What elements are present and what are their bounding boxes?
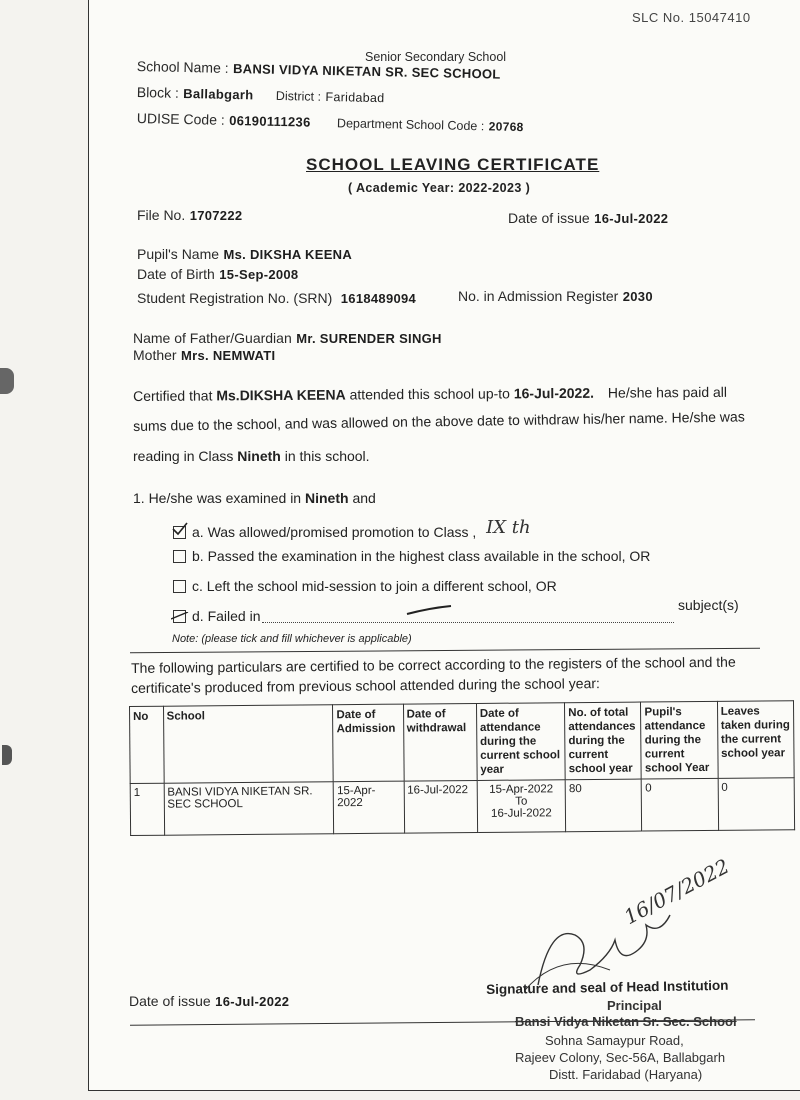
file-no-label: File No. [137,207,186,223]
option-a [173,517,531,542]
exam-intro [133,490,376,506]
failed-subjects-dotted-line [262,622,674,623]
seal-address-1: Sohna Samaypur Road, [545,1033,684,1048]
para-class-text: reading in Class [133,448,234,464]
option-b [173,548,650,564]
header-leaves: Leaves taken during the current school year [717,701,794,779]
option-a-text: a. Was allowed/promised promotion to Class , [192,524,477,540]
srn-row [137,290,416,308]
particulars-table [129,700,795,836]
school-name-value: BANSI VIDYA NIKETAN SR. SEC SCHOOL [232,61,501,82]
para-class-value: Nineth [237,448,281,464]
binder-mark-1 [0,368,14,394]
srn-label: Student Registration No. (SRN) [137,290,333,306]
date-issue-label: Date of issue [508,210,590,226]
header-pupil-attendance: Pupil's attendance during the current school Year [641,701,718,779]
header-attendance-dates: Date of attendance during the current school year [476,703,565,781]
pupil-name-row [137,246,352,264]
certificate-title: SCHOOL LEAVING CERTIFICATE [306,155,600,174]
admission-no-label: No. in Admission Register [458,288,619,304]
school-type: Senior Secondary School [365,50,507,64]
father-value: Mr. SURENDER SINGH [296,331,442,346]
attendance-to: 16-Jul-2022 [490,807,552,820]
signature-date: 16/07/2022 [620,853,734,930]
cell-leaves: 0 [718,778,795,831]
pupil-name-label: Pupil's Name [137,246,220,262]
exam-intro-class: Nineth [304,490,349,506]
tick-mark-icon [172,522,188,536]
header-school: School [163,705,333,783]
particulars-intro-1: The following particulars are certified to be correct according to the registers of the school and the [131,653,736,676]
file-no-value: 1707222 [189,208,243,223]
admission-no-row [458,288,653,306]
seal-address-2: Rajeev Colony, Sec-56A, Ballabgarh [515,1050,726,1065]
para-text-1: Certified that [133,387,213,404]
paragraph-line-2: sums due to the school, and was allowed on the above date to withdraw his/her name. He/she was [133,408,745,434]
option-d-text: d. Failed in [192,608,261,624]
para-text-3: He/she has paid all [607,383,728,401]
header-admission: Date of Admission [333,704,404,782]
signature-title: Signature and seal of Head Institution [486,977,729,997]
father-label: Name of Father/Guardian [133,330,292,346]
cell-attendance-dates [477,780,566,833]
dob-value: 15-Sep-2008 [219,267,299,282]
para-name: Ms.DIKSHA KEENA [216,386,346,404]
cell-pupil-attendance: 0 [642,778,719,831]
option-c-checkbox [173,580,186,593]
block-label: Block : [136,84,180,101]
binder-mark-2 [2,745,12,765]
option-c-text: c. Left the school mid-session to join a different school, OR [192,578,557,594]
dob-label: Date of Birth [137,266,215,282]
block-value: Ballabgarh [183,85,254,103]
option-d [173,608,260,624]
option-a-checkbox [173,526,186,539]
tick-note: Note: (please tick and fill whichever is applicable) [172,633,412,645]
seal-principal: Principal [607,998,662,1013]
mother-label: Mother [133,347,177,363]
paragraph-line-3 [133,448,370,464]
exam-intro-end: and [352,490,376,506]
exam-intro-text: 1. He/she was examined in [133,490,302,506]
header-total-attendances: No. of total attendances during the current school year [565,702,642,780]
footer-date-value: 16-Jul-2022 [215,994,290,1009]
attendance-from: 15-Apr-2022 [489,783,554,796]
admission-no-value: 2030 [622,289,653,304]
cell-withdrawal: 16-Jul-2022 [404,780,478,833]
mother-value: Mrs. NEMWATI [181,348,276,363]
srn-value: 1618489094 [340,291,417,306]
footer-date-label: Date of issue [129,993,211,1009]
attendance-to-label: To [515,795,528,808]
file-no-row [137,207,242,225]
father-row [133,330,442,348]
strike-mark-icon [171,612,189,620]
para-text-2: attended this school up-to [349,385,510,403]
footer-date-row [129,993,289,1011]
option-d-subjects-label: subject(s) [678,597,739,613]
cell-school: BANSI VIDYA NIKETAN SR. SEC SCHOOL [164,782,334,835]
mother-row [133,347,275,365]
option-b-checkbox [173,550,186,563]
header-no: No [130,706,164,783]
header-withdrawal: Date of withdrawal [403,703,477,781]
handwritten-dash-mark [405,604,455,618]
option-a-handwritten-class: IX th [486,517,531,538]
cell-no: 1 [130,783,164,835]
dob-row [137,266,298,284]
date-issue-value: 16-Jul-2022 [594,211,669,226]
slc-number: SLC No. 15047410 [632,10,751,25]
dept-code-label: Department School Code : [336,116,485,134]
date-issue-row [508,210,668,228]
cell-admission: 15-Apr-2022 [334,781,405,834]
udise-value: 06190111236 [229,112,311,130]
option-c [173,578,557,594]
pupil-name-value: Ms. DIKSHA KEENA [223,247,353,262]
school-name-label: School Name : [136,58,229,76]
para-date: 16-Jul-2022. [513,384,595,402]
table-header-row [130,701,795,784]
option-b-text: b. Passed the examination in the highest class available in the school, OR [192,548,651,564]
cell-total-attendances: 80 [565,779,642,832]
seal-address-3: Distt. Faridabad (Haryana) [549,1067,703,1082]
dept-code-value: 20768 [488,119,524,135]
academic-year: ( Academic Year: 2022-2023 ) [348,181,531,195]
option-d-checkbox [173,610,186,623]
table-row [130,778,794,836]
district-value: Faridabad [325,89,385,106]
district-label: District : [275,88,322,104]
udise-label: UDISE Code : [136,110,225,128]
para-class-end: in this school. [284,448,370,464]
seal-school-name: Bansi Vidya Niketan Sr. Sec. School [515,1014,737,1029]
particulars-intro-2: certificate's produced from previous school attended during the school year: [131,675,600,696]
